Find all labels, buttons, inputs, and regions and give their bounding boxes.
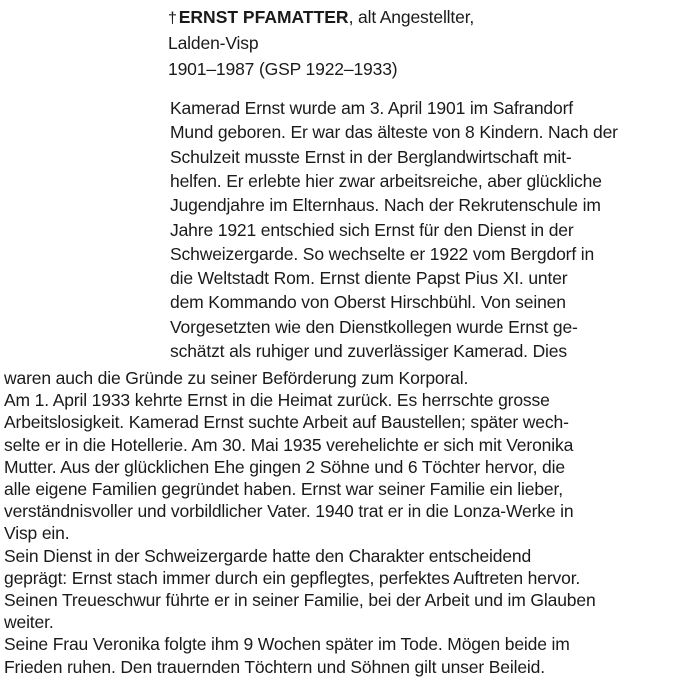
- text-line: selte er in die Hotellerie. Am 30. Mai 1935 verehelichte er sich mit Veronika: [4, 434, 574, 455]
- occupation-text: , alt Angestellter,: [348, 7, 475, 27]
- text-line: Frieden ruhen. Den trauernden Töchtern und Söhnen gilt unser Beileid.: [4, 656, 545, 677]
- text-line: Arbeitslosigkeit. Kamerad Ernst suchte Arbeit auf Baustellen; später wech-: [4, 412, 569, 433]
- text-line: Mund geboren. Er war das älteste von 8 Kindern. Nach der: [170, 122, 618, 143]
- text-line: Kamerad Ernst wurde am 3. April 1901 im Safrandorf: [170, 98, 573, 118]
- text-line: Visp ein.: [4, 523, 70, 544]
- text-line: schätzt als ruhiger und zuverlässiger Kamerad. Dies: [170, 341, 567, 361]
- text-line: dem Kommando von Oberst Hirschbühl. Von seinen: [170, 292, 566, 313]
- text-line: Schweizergarde. So wechselte er 1922 vom Bergdorf in: [170, 243, 595, 264]
- text-line: waren auch die Gründe zu seiner Beförderung zum Korporal.: [4, 368, 469, 388]
- text-line: Vorgesetzten wie den Dienstkollegen wurde Ernst ge-: [170, 316, 578, 337]
- place-text: Lalden-Visp: [168, 33, 259, 53]
- text-line: Jugendjahre im Elternhaus. Nach der Rekrutenschule im: [170, 195, 601, 216]
- text-line: Mutter. Aus der glücklichen Ehe gingen 2 Söhne und 6 Töchter hervor, die: [4, 456, 565, 477]
- header-name-line: [168, 6, 474, 30]
- text-line: weiter.: [4, 612, 54, 633]
- text-line: die Weltstadt Rom. Ernst diente Papst Pius XI. unter: [170, 268, 568, 289]
- text-line: Jahre 1921 entschied sich Ernst für den Dienst in der: [170, 219, 574, 240]
- text-line: Seinen Treueschwur führte er in seiner Familie, bei der Arbeit und im Glauben: [4, 590, 596, 610]
- text-line: Schulzeit musste Ernst in der Berglandwirtschaft mit-: [170, 146, 572, 167]
- text-line: Sein Dienst in der Schweizergarde hatte den Charakter entscheidend: [4, 545, 532, 566]
- death-cross-symbol: †: [168, 10, 177, 27]
- text-line: Am 1. April 1933 kehrte Ernst in die Heimat zurück. Es herrschte grosse: [4, 390, 550, 411]
- text-line: geprägt: Ernst stach immer durch ein gepflegtes, perfektes Auftreten hervor.: [4, 567, 581, 588]
- life-dates-text: 1901–1987 (GSP 1922–1933): [168, 59, 398, 79]
- deceased-name: ERNST PFAMATTER: [178, 7, 349, 27]
- text-line: verständnisvoller und vorbildlicher Vater. 1940 trat er in die Lonza-Werke in: [4, 501, 574, 522]
- text-line: Seine Frau Veronika folgte ihm 9 Wochen später im Tode. Mögen beide im: [4, 634, 570, 655]
- text-line: alle eigene Familien gegründet haben. Ernst war seiner Familie ein lieber,: [4, 479, 563, 499]
- text-line: helfen. Er erlebte hier zwar arbeitsreiche, aber glückliche: [170, 170, 602, 191]
